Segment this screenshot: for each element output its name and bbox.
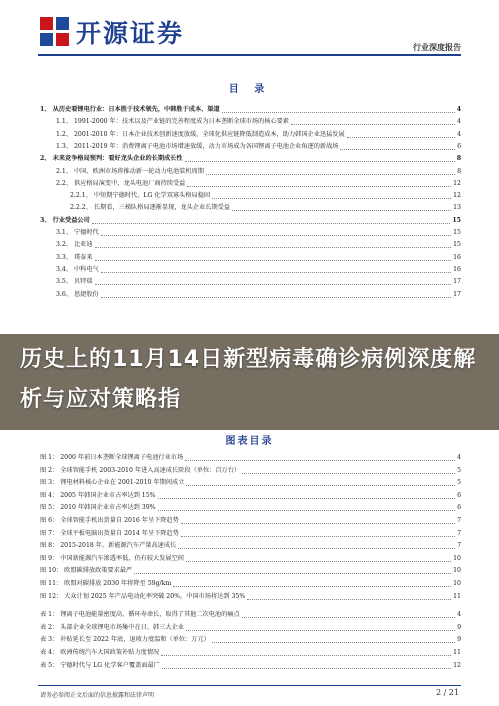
fig-leader-dots: [173, 580, 451, 587]
toc-title: 目 录: [228, 84, 271, 95]
brand-logo: [40, 14, 184, 50]
fig-leader-dots: [161, 649, 451, 656]
fig-entry[interactable]: [40, 578, 461, 589]
toc-entry-text: 1.3、 2011-2019 年：消费锂离子电池市场增速放缓，动力市场成为各国锂离子电池企业角逐的新战场: [56, 142, 339, 150]
toc-entry-page: 4: [457, 130, 461, 138]
fig-entry[interactable]: [40, 502, 461, 513]
fig-entry[interactable]: [40, 660, 461, 671]
page-header: [0, 0, 499, 58]
fig-entry-page: 10: [453, 567, 461, 575]
toc-leader-dots: [232, 204, 451, 211]
fig-entry[interactable]: [40, 622, 461, 633]
toc-entry-text: 1.2、 2001-2010 年：日本企业技术创新速度放缓，全球化供应链降低制造成本，助力韩国企业迅猛发展: [56, 130, 345, 138]
toc-leader-dots: [212, 192, 451, 199]
toc-entry-page: 4: [457, 118, 461, 126]
fig-entry-page: 10: [453, 580, 461, 587]
fig-leader-dots: [134, 567, 451, 574]
fig-leader-dots: [186, 479, 455, 486]
toc-entry-page: 15: [453, 241, 461, 249]
fig-entry-text: 图 5： 2010 年韩国企业市占率达到 39%: [40, 504, 156, 512]
fig-entry[interactable]: [40, 553, 461, 564]
toc-entry[interactable]: [56, 178, 461, 189]
toc-entry-text: 2.2.2、 长期看，三梯队格局逐渐显现，龙头企业长期受益: [70, 204, 231, 212]
fig-entry-text: 图 7： 全球平板电脑出货量自 2014 年呈下降趋势: [40, 529, 179, 537]
article-title: 历史上的11月14日新型病毒确诊病例深度解析与应对策略指: [20, 347, 477, 412]
fig-entry[interactable]: [40, 490, 461, 501]
toc-entry[interactable]: [56, 252, 461, 263]
toc-leader-dots: [222, 106, 455, 113]
toc-leader-dots: [206, 168, 455, 175]
toc-leader-dots: [95, 254, 452, 261]
fig-entry[interactable]: [40, 647, 461, 658]
fig-entry-page: 10: [453, 554, 461, 562]
toc-entry-page: 17: [453, 290, 461, 298]
fig-entry-text: 图 11： 欧盟对碳排放 2030 年将降至 59g/km: [40, 580, 172, 587]
fig-entry-text: 图 8： 2015-2018 年，新能源汽车产量高速成长: [40, 542, 177, 550]
report-type-label: 行业深度报告: [413, 43, 461, 52]
toc-entry-page: 12: [453, 192, 461, 200]
toc-leader-dots: [340, 143, 455, 150]
fig-entry-text: 表 1： 锂离子电池能量密度高、循环寿命长，取得了其他二次电池的痛点: [40, 611, 240, 619]
fig-entry-text: 图 4： 2005 年韩国企业市占率达到 15%: [40, 491, 156, 499]
toc-entry[interactable]: [56, 116, 461, 127]
fig-entry-text: 表 5： 宁德时代与 LG 化学客户覆盖面最广: [40, 661, 160, 669]
toc-entry-page: 13: [453, 204, 461, 212]
footer-page-number: 2 / 21: [435, 688, 459, 697]
fig-entry-page: 12: [453, 661, 461, 669]
fig-entry-page: 6: [457, 504, 461, 512]
fig-leader-dots: [158, 492, 456, 499]
toc-entry-text: 3、 行业受益公司: [40, 216, 90, 224]
fig-entry[interactable]: [40, 465, 461, 476]
fig-entry-text: 表 4： 欧洲传统汽车大国政策补贴力度情况: [40, 649, 160, 656]
toc-entry[interactable]: [40, 215, 461, 226]
toc-entry-text: 2.1、 中国、欧洲市场将推动新一轮动力电池装机周期: [56, 167, 204, 175]
fig-entry[interactable]: [40, 452, 461, 463]
logo-text: 开源证券: [76, 19, 185, 48]
fig-leader-dots: [178, 542, 455, 549]
fig-leader-dots: [186, 555, 451, 562]
toc-entry[interactable]: [56, 166, 461, 177]
fig-entry-text: 图 2： 全球智能手机 2003-2010 年进入高速成长阶段（单位：百万台）: [40, 466, 241, 474]
fig-entry-text: 图 10： 欧盟碳排放政策要求最严: [40, 567, 133, 575]
figures-title: 图表目录: [225, 436, 274, 447]
fig-entry-page: 4: [457, 611, 461, 619]
fig-entry-page: 7: [457, 542, 461, 550]
toc-entry[interactable]: [56, 264, 461, 275]
fig-entry-text: 表 2： 头部企业全球锂电市场集中在日、韩三大企业: [40, 623, 184, 631]
fig-entry-page: 9: [457, 636, 461, 644]
toc-entry-page: 8: [456, 155, 461, 163]
fig-leader-dots: [212, 636, 455, 643]
fig-leader-dots: [181, 517, 455, 524]
toc-leader-dots: [347, 131, 455, 138]
toc-entry-text: 3.5、 贝特瑞: [56, 278, 93, 286]
toc-entry-page: 15: [452, 216, 461, 224]
toc-leader-dots: [92, 217, 451, 224]
toc-entry-page: 4: [456, 106, 461, 113]
fig-entry-page: 5: [457, 479, 461, 487]
article-title-banner: [0, 334, 499, 430]
toc-entry[interactable]: [70, 202, 461, 213]
fig-entry[interactable]: [40, 477, 461, 488]
toc-entry[interactable]: [40, 104, 461, 115]
toc-entry[interactable]: [56, 276, 461, 287]
toc-entry-text: 2、 未来竞争格局预判：看好龙头企业的长期成长性: [40, 155, 183, 163]
toc-entry[interactable]: [56, 239, 461, 250]
fig-entry[interactable]: [40, 634, 461, 645]
toc-entry-text: 1.1、 1991-2000 年：技术以及产业链的完善程度成为日本垄断全球市场的核心要素: [56, 118, 289, 126]
footer-divider: [38, 685, 461, 686]
header-divider: [38, 54, 461, 56]
toc-entry-text: 2.2.1、 中短期宁德时代、LG 化学双寡头格局稳固: [70, 192, 211, 200]
toc-entry-page: 12: [453, 179, 461, 187]
toc-leader-dots: [187, 180, 451, 187]
toc-entry-text: 3.6、 恩捷股份: [56, 290, 99, 298]
fig-entry-text: 图 6： 全球智能手机出货量自 2016 年呈下降趋势: [40, 517, 179, 524]
toc-entry[interactable]: [56, 129, 461, 140]
toc-entry[interactable]: [70, 190, 461, 201]
footer-disclaimer: 请务必参阅正文后面的信息披露和法律声明: [40, 692, 155, 699]
toc-entry[interactable]: [40, 153, 461, 164]
toc-entry[interactable]: [56, 141, 461, 152]
fig-entry-page: 5: [457, 466, 461, 474]
fig-entry-text: 表 3： 补贴延长至 2022 年底，退坡力度温和（单位：万元）: [40, 636, 210, 644]
toc-entry-text: 3.1、 宁德时代: [56, 229, 99, 236]
fig-leader-dots: [158, 504, 456, 511]
fig-entry[interactable]: [40, 515, 461, 526]
fig-entry-text: 图 12： 大众计划 2025 年产品电动化率突破 20%，中国市场将达到 35%: [40, 592, 246, 600]
fig-leader-dots: [247, 593, 451, 600]
fig-leader-dots: [242, 467, 455, 474]
toc-leader-dots: [101, 291, 451, 298]
fig-entry-page: 7: [457, 529, 461, 537]
fig-entry-page: 7: [457, 517, 461, 524]
toc-entry-page: 6: [457, 142, 461, 150]
fig-entry-text: 图 9： 中国新能源汽车渗透率低，仍有较大发展空间: [40, 554, 184, 562]
fig-entry[interactable]: [40, 591, 461, 602]
toc-entry-page: 15: [453, 229, 461, 236]
fig-entry-text: 图 1： 2000 年前日本垄断全球锂离子电池行业市场: [40, 454, 184, 461]
toc-leader-dots: [185, 155, 455, 162]
fig-leader-dots: [186, 624, 455, 631]
fig-leader-dots: [242, 611, 455, 618]
fig-entry-page: 6: [457, 491, 461, 499]
fig-entry-page: 11: [453, 649, 461, 656]
fig-leader-dots: [185, 454, 455, 461]
toc-entry-text: 3.4、 中科电气: [56, 265, 99, 273]
toc-leader-dots: [95, 241, 452, 248]
toc-entry[interactable]: [56, 289, 461, 300]
fig-entry-page: 4: [457, 454, 461, 461]
fig-entry[interactable]: [40, 565, 461, 576]
toc-entry-text: 1、 从历史看锂电行业：日本胜于技术领先，中韩胜于成本、渠道: [40, 106, 220, 113]
toc-entry-text: 3.2、 比亚迪: [56, 241, 93, 249]
fig-leader-dots: [162, 662, 451, 669]
toc-entry-page: 8: [457, 167, 461, 175]
fig-entry-page: 11: [453, 592, 461, 600]
toc-leader-dots: [101, 266, 451, 273]
toc-leader-dots: [101, 229, 451, 236]
toc-entry-page: 17: [453, 278, 461, 286]
toc-leader-dots: [291, 118, 455, 125]
toc-leader-dots: [95, 278, 452, 285]
fig-entry-page: 9: [457, 623, 461, 631]
fig-entry[interactable]: [40, 540, 461, 551]
fig-entry-text: 图 3： 锂电材料核心企业在 2001-2010 年期间成立: [40, 479, 185, 487]
fig-entry[interactable]: [40, 609, 461, 620]
fig-entry[interactable]: [40, 528, 461, 539]
toc-entry-page: 16: [453, 253, 461, 261]
logo-mark-icon: [40, 17, 70, 47]
toc-entry-text: 2.2、 供应格局演变中，龙头电池厂商持续受益: [56, 179, 186, 187]
toc-entry[interactable]: [56, 227, 461, 238]
toc-entry-page: 16: [453, 265, 461, 273]
toc-entry-text: 3.3、 璞泰来: [56, 253, 93, 261]
fig-leader-dots: [181, 530, 455, 537]
